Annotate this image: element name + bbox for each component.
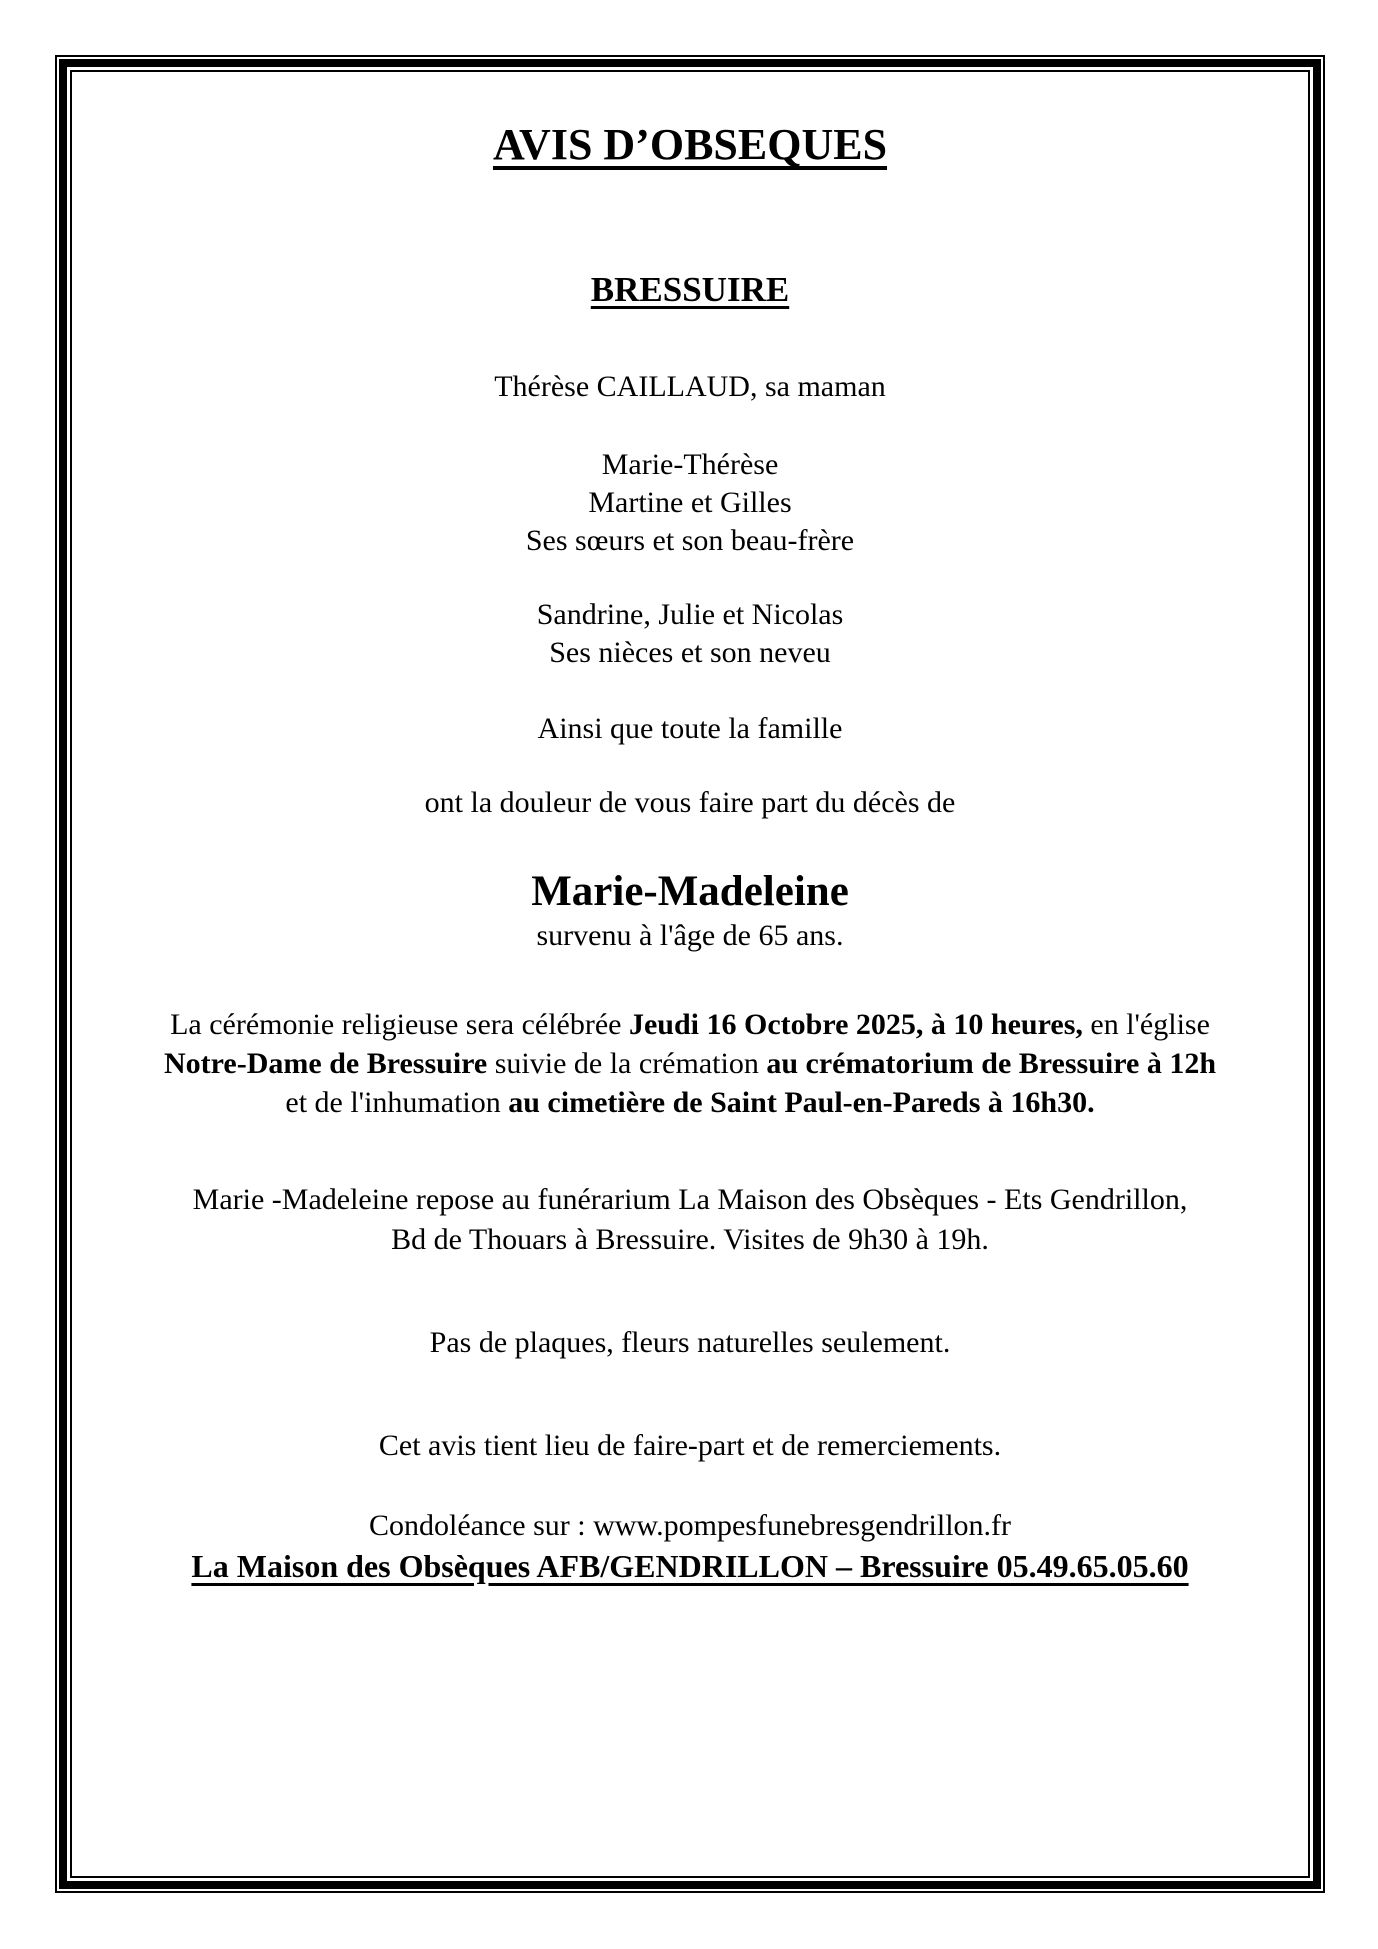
text-segment: Bd de Thouars à Bressuire. Visites de 9h30 à 19h. xyxy=(391,1223,989,1256)
text-segment: La cérémonie religieuse sera célébrée xyxy=(170,1008,629,1041)
deceased-block xyxy=(72,867,1308,955)
bold-text-segment: au crématorium de Bressuire à 12h xyxy=(766,1047,1217,1080)
repose-paragraph xyxy=(90,1180,1290,1260)
text-segment: Marie -Madeleine repose au funérarium La Maison des Obsèques - Ets Gendrillon, xyxy=(192,1183,1188,1216)
middle-border-frame xyxy=(59,59,1321,1889)
text-segment: suivie de la crémation xyxy=(487,1047,767,1080)
nieces-relation-line: Ses nièces et son neveu xyxy=(549,636,831,669)
ceremony-paragraph xyxy=(90,1005,1290,1122)
deceased-name: Marie-Madeleine xyxy=(531,868,849,915)
sibling-line: Marie-Thérèse xyxy=(601,448,779,481)
faire-part-notice: Cet avis tient lieu de faire-part et de remerciements. xyxy=(378,1429,1002,1462)
nieces-block xyxy=(72,596,1308,672)
bold-text-segment: au cimetière de Saint Paul-en-Pareds à 16h30. xyxy=(508,1086,1095,1119)
outer-border-frame xyxy=(55,55,1325,1893)
text-segment: et de l'inhumation xyxy=(285,1086,509,1119)
announcement-line: ont la douleur de vous faire part du décès de xyxy=(424,786,956,819)
siblings-block xyxy=(72,446,1308,560)
bold-text-segment: Jeudi 16 Octobre 2025, à 10 heures, xyxy=(628,1008,1083,1041)
sibling-relation-line: Ses sœurs et son beau-frère xyxy=(525,524,855,557)
bold-text-segment: Notre-Dame de Bressuire xyxy=(163,1047,488,1080)
mother-line: Thérèse CAILLAUD, sa maman xyxy=(494,370,886,403)
page-title: AVIS D’OBSEQUES xyxy=(492,120,888,169)
text-segment: en l'église xyxy=(1082,1008,1210,1041)
inner-border-frame xyxy=(70,70,1310,1878)
sibling-line: Martine et Gilles xyxy=(588,486,792,519)
whole-family-line: Ainsi que toute la famille xyxy=(537,712,843,745)
flowers-notice: Pas de plaques, fleurs naturelles seulement. xyxy=(429,1326,951,1359)
funeral-home-footer: La Maison des Obsèques AFB/GENDRILLON – Bressuire 05.49.65.05.60 xyxy=(191,1548,1189,1584)
death-age-line: survenu à l'âge de 65 ans. xyxy=(536,919,844,952)
nieces-line: Sandrine, Julie et Nicolas xyxy=(536,598,844,631)
city-heading: BRESSUIRE xyxy=(590,270,790,309)
notice-content xyxy=(72,72,1308,1587)
condolences-line: Condoléance sur : www.pompesfunebresgendrillon.fr xyxy=(368,1509,1012,1542)
